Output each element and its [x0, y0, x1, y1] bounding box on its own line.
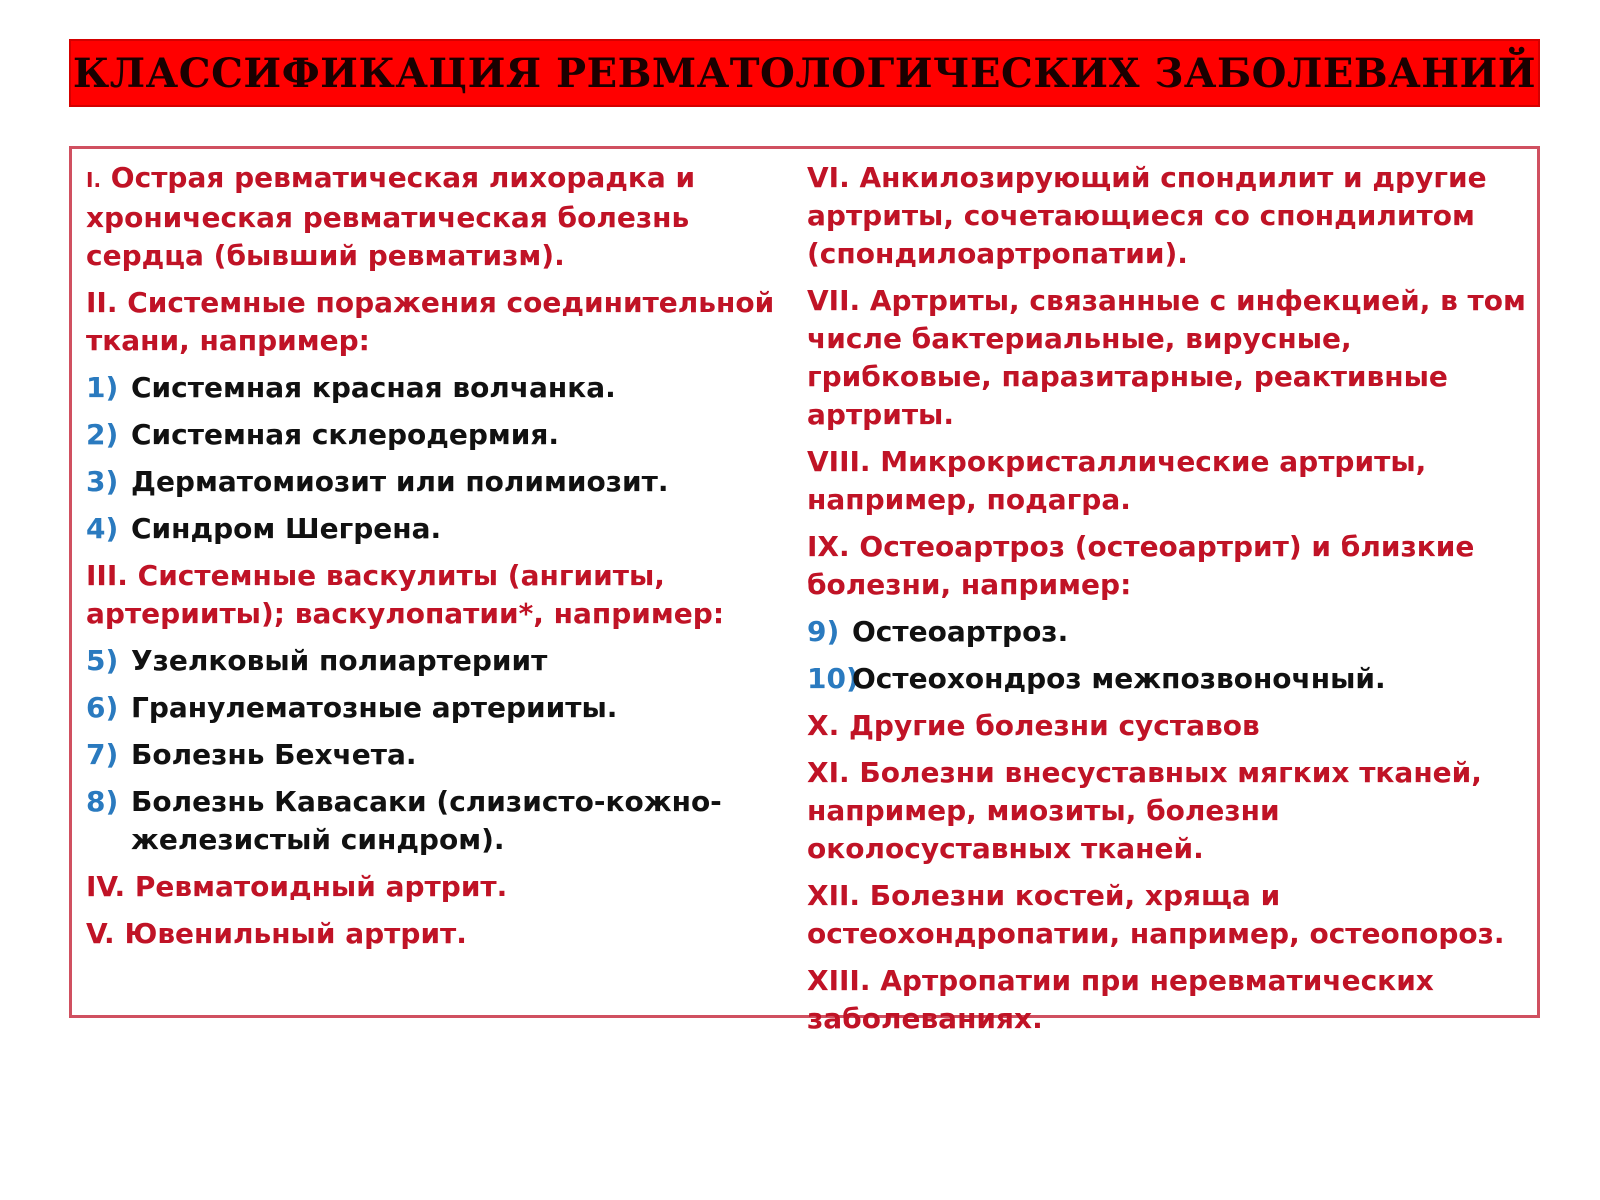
list-item-1	[86, 369, 786, 407]
page-title: КЛАССИФИКАЦИЯ РЕВМАТОЛОГИЧЕСКИХ ЗАБОЛЕВАНИЙ	[72, 49, 1537, 97]
category-iv: IV. Ревматоидный артрит.	[86, 870, 508, 903]
item-text: Узелковый полиартериит	[131, 644, 548, 677]
list-item-10	[807, 660, 1537, 698]
item-number: 7)	[86, 738, 119, 771]
item-number: 6)	[86, 691, 119, 724]
list-item-7	[86, 736, 786, 774]
category-i	[86, 159, 786, 275]
category-i-numeral: I.	[86, 168, 102, 192]
left-column	[86, 159, 786, 962]
item-text: Болезнь Бехчета.	[131, 738, 417, 771]
category-iii: III. Системные васкулиты (ангииты, артерииты); васкулопатии*, например:	[86, 559, 725, 630]
category-vi: VI. Анкилозирующий спондилит и другие артриты, сочетающиеся со спондилитом (спондилоартропатии).	[807, 161, 1487, 270]
item-number: 10)	[807, 662, 859, 695]
category-i-text: Острая ревматическая лихорадка и хроническая ревматическая болезнь сердца (бывший ревматизм).	[86, 161, 696, 272]
category-v: V. Ювенильный артрит.	[86, 917, 467, 950]
item-text: Остеохондроз межпозвоночный.	[852, 662, 1386, 695]
list-item-6	[86, 689, 786, 727]
classification-box	[69, 146, 1540, 1035]
item-number: 8)	[86, 785, 119, 818]
category-xiii: XIII. Артропатии при неревматических заболеваниях.	[807, 964, 1434, 1035]
category-vii: VII. Артриты, связанные с инфекцией, в том числе бактериальные, вирусные, грибковые, паразитарные, реактивные артриты.	[807, 284, 1526, 431]
list-item-4	[86, 510, 786, 548]
list-item-2	[86, 416, 786, 454]
category-ii: II. Системные поражения соединительной ткани, например:	[86, 286, 775, 357]
title-banner	[69, 39, 1540, 107]
item-text: Болезнь Кавасаки (слизисто-кожно-железистый синдром).	[131, 785, 722, 856]
item-number: 9)	[807, 615, 840, 648]
item-text: Гранулематозные артерииты.	[131, 691, 618, 724]
item-number: 4)	[86, 512, 119, 545]
list-item-9	[807, 613, 1537, 651]
item-number: 1)	[86, 371, 119, 404]
category-ix: IX. Остеоартроз (остеоартрит) и близкие болезни, например:	[807, 530, 1475, 601]
right-column	[807, 159, 1537, 1047]
category-xi: XI. Болезни внесуставных мягких тканей, например, миозиты, болезни околосуставных тканей.	[807, 756, 1482, 865]
category-xii: XII. Болезни костей, хряща и остеохондропатии, например, остеопороз.	[807, 879, 1505, 950]
item-text: Дерматомиозит или полимиозит.	[131, 465, 669, 498]
category-x: X. Другие болезни суставов	[807, 709, 1260, 742]
item-number: 2)	[86, 418, 119, 451]
item-text: Системная красная волчанка.	[131, 371, 616, 404]
item-text: Синдром Шегрена.	[131, 512, 442, 545]
list-item-5	[86, 642, 786, 680]
category-viii: VIII. Микрокристаллические артриты, например, подагра.	[807, 445, 1427, 516]
item-number: 5)	[86, 644, 119, 677]
list-item-8	[86, 783, 786, 859]
item-text: Остеоартроз.	[852, 615, 1069, 648]
item-text: Системная склеродермия.	[131, 418, 559, 451]
item-number: 3)	[86, 465, 119, 498]
list-item-3	[86, 463, 786, 501]
